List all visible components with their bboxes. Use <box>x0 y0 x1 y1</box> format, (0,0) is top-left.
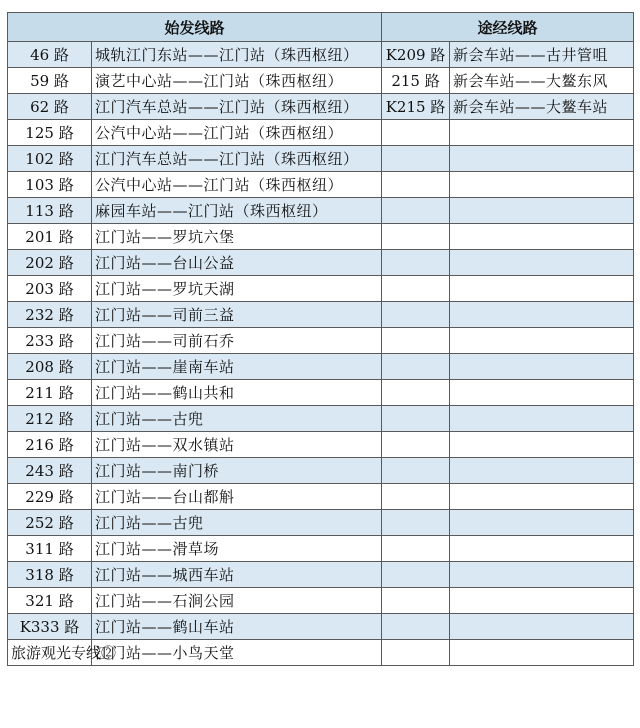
via-route-number-cell <box>382 354 450 380</box>
route-number-cell: 102 路 <box>8 146 92 172</box>
table-row <box>8 250 634 276</box>
table-row <box>8 458 634 484</box>
route-name-cell: 江门站——台山公益 <box>92 250 382 276</box>
via-route-number-cell <box>382 458 450 484</box>
route-number-cell: 311 路 <box>8 536 92 562</box>
table-row <box>8 42 634 68</box>
table-row <box>8 94 634 120</box>
via-route-number-cell <box>382 302 450 328</box>
via-route-name-cell <box>450 432 634 458</box>
via-route-name-cell: 新会车站——大鳌车站 <box>450 94 634 120</box>
route-number-cell: 229 路 <box>8 484 92 510</box>
via-route-name-cell <box>450 250 634 276</box>
route-name-cell: 江门站——南门桥 <box>92 458 382 484</box>
via-route-name-cell <box>450 614 634 640</box>
route-number-cell: 252 路 <box>8 510 92 536</box>
via-route-number-cell: K209 路 <box>382 42 450 68</box>
via-route-name-cell <box>450 640 634 666</box>
table-row <box>8 172 634 198</box>
route-name-cell: 江门站——司前石乔 <box>92 328 382 354</box>
via-route-number-cell <box>382 562 450 588</box>
route-name-cell: 公汽中心站——江门站（珠西枢纽） <box>92 120 382 146</box>
via-route-name-cell <box>450 172 634 198</box>
via-route-name-cell <box>450 224 634 250</box>
route-number-cell: 201 路 <box>8 224 92 250</box>
table-row <box>8 640 634 666</box>
via-route-number-cell <box>382 250 450 276</box>
table-row <box>8 562 634 588</box>
via-route-number-cell <box>382 484 450 510</box>
route-name-cell: 江门站——滑草场 <box>92 536 382 562</box>
via-route-number-cell <box>382 328 450 354</box>
route-name-cell: 江门站——罗坑天湖 <box>92 276 382 302</box>
table-row <box>8 198 634 224</box>
route-number-cell: 203 路 <box>8 276 92 302</box>
route-name-cell: 江门站——台山都斛 <box>92 484 382 510</box>
via-route-number-cell <box>382 120 450 146</box>
via-route-name-cell <box>450 198 634 224</box>
via-route-name-cell <box>450 328 634 354</box>
via-route-name-cell <box>450 536 634 562</box>
via-route-number-cell <box>382 510 450 536</box>
route-table <box>7 12 634 666</box>
route-number-cell: 321 路 <box>8 588 92 614</box>
via-route-name-cell <box>450 276 634 302</box>
via-route-name-cell <box>450 484 634 510</box>
route-name-cell: 江门汽车总站——江门站（珠西枢纽） <box>92 146 382 172</box>
origin-routes-header: 始发线路 <box>8 13 382 42</box>
table-body <box>8 42 634 666</box>
table-row <box>8 68 634 94</box>
route-number-cell: 318 路 <box>8 562 92 588</box>
table-row <box>8 354 634 380</box>
via-route-number-cell <box>382 536 450 562</box>
route-number-cell: 232 路 <box>8 302 92 328</box>
table-row <box>8 432 634 458</box>
route-name-cell: 江门站——鹤山车站 <box>92 614 382 640</box>
route-name-cell: 江门站——石涧公园 <box>92 588 382 614</box>
via-route-name-cell: 新会车站——大鳌东风 <box>450 68 634 94</box>
via-routes-header: 途经线路 <box>382 13 634 42</box>
table-row <box>8 120 634 146</box>
route-name-cell: 江门站——崖南车站 <box>92 354 382 380</box>
route-name-cell: 江门站——双水镇站 <box>92 432 382 458</box>
route-number-cell: 243 路 <box>8 458 92 484</box>
via-route-name-cell <box>450 380 634 406</box>
route-number-cell: 62 路 <box>8 94 92 120</box>
table-row <box>8 276 634 302</box>
via-route-name-cell <box>450 120 634 146</box>
table-row <box>8 328 634 354</box>
route-name-cell: 江门站——古兜 <box>92 406 382 432</box>
via-route-number-cell <box>382 172 450 198</box>
via-route-name-cell <box>450 510 634 536</box>
route-number-cell: 113 路 <box>8 198 92 224</box>
table-row <box>8 510 634 536</box>
route-name-cell: 江门站——古兜 <box>92 510 382 536</box>
via-route-name-cell: 新会车站——古井管咀 <box>450 42 634 68</box>
route-name-cell: 江门站——小鸟天堂 <box>92 640 382 666</box>
table-row <box>8 406 634 432</box>
route-number-cell: 202 路 <box>8 250 92 276</box>
table-row <box>8 224 634 250</box>
route-number-cell: 211 路 <box>8 380 92 406</box>
route-name-cell: 演艺中心站——江门站（珠西枢纽） <box>92 68 382 94</box>
route-number-cell: 125 路 <box>8 120 92 146</box>
table-row <box>8 484 634 510</box>
via-route-number-cell <box>382 198 450 224</box>
route-name-cell: 城轨江门东站——江门站（珠西枢纽） <box>92 42 382 68</box>
route-number-cell: K333 路 <box>8 614 92 640</box>
via-route-name-cell <box>450 302 634 328</box>
route-number-cell: 59 路 <box>8 68 92 94</box>
route-number-cell: 216 路 <box>8 432 92 458</box>
via-route-number-cell <box>382 276 450 302</box>
route-number-cell: 46 路 <box>8 42 92 68</box>
via-route-number-cell <box>382 380 450 406</box>
via-route-name-cell <box>450 354 634 380</box>
via-route-number-cell: 215 路 <box>382 68 450 94</box>
via-route-number-cell <box>382 406 450 432</box>
route-table-container <box>7 12 634 666</box>
table-row <box>8 380 634 406</box>
route-number-cell: 233 路 <box>8 328 92 354</box>
via-route-name-cell <box>450 406 634 432</box>
table-row <box>8 588 634 614</box>
via-route-number-cell <box>382 224 450 250</box>
via-route-number-cell: K215 路 <box>382 94 450 120</box>
route-number-cell: 208 路 <box>8 354 92 380</box>
via-route-name-cell <box>450 146 634 172</box>
via-route-name-cell <box>450 562 634 588</box>
route-number-cell: 旅游观光专线② <box>8 640 92 666</box>
via-route-name-cell <box>450 588 634 614</box>
via-route-number-cell <box>382 640 450 666</box>
route-name-cell: 江门汽车总站——江门站（珠西枢纽） <box>92 94 382 120</box>
via-route-number-cell <box>382 146 450 172</box>
route-number-cell: 212 路 <box>8 406 92 432</box>
route-name-cell: 江门站——鹤山共和 <box>92 380 382 406</box>
route-name-cell: 公汽中心站——江门站（珠西枢纽） <box>92 172 382 198</box>
table-row <box>8 614 634 640</box>
route-name-cell: 江门站——城西车站 <box>92 562 382 588</box>
table-row <box>8 536 634 562</box>
table-row <box>8 302 634 328</box>
via-route-number-cell <box>382 588 450 614</box>
via-route-name-cell <box>450 458 634 484</box>
via-route-number-cell <box>382 432 450 458</box>
via-route-number-cell <box>382 614 450 640</box>
table-row <box>8 146 634 172</box>
route-name-cell: 江门站——罗坑六堡 <box>92 224 382 250</box>
route-name-cell: 江门站——司前三益 <box>92 302 382 328</box>
route-number-cell: 103 路 <box>8 172 92 198</box>
route-name-cell: 麻园车站——江门站（珠西枢纽） <box>92 198 382 224</box>
table-header-row <box>8 13 634 42</box>
